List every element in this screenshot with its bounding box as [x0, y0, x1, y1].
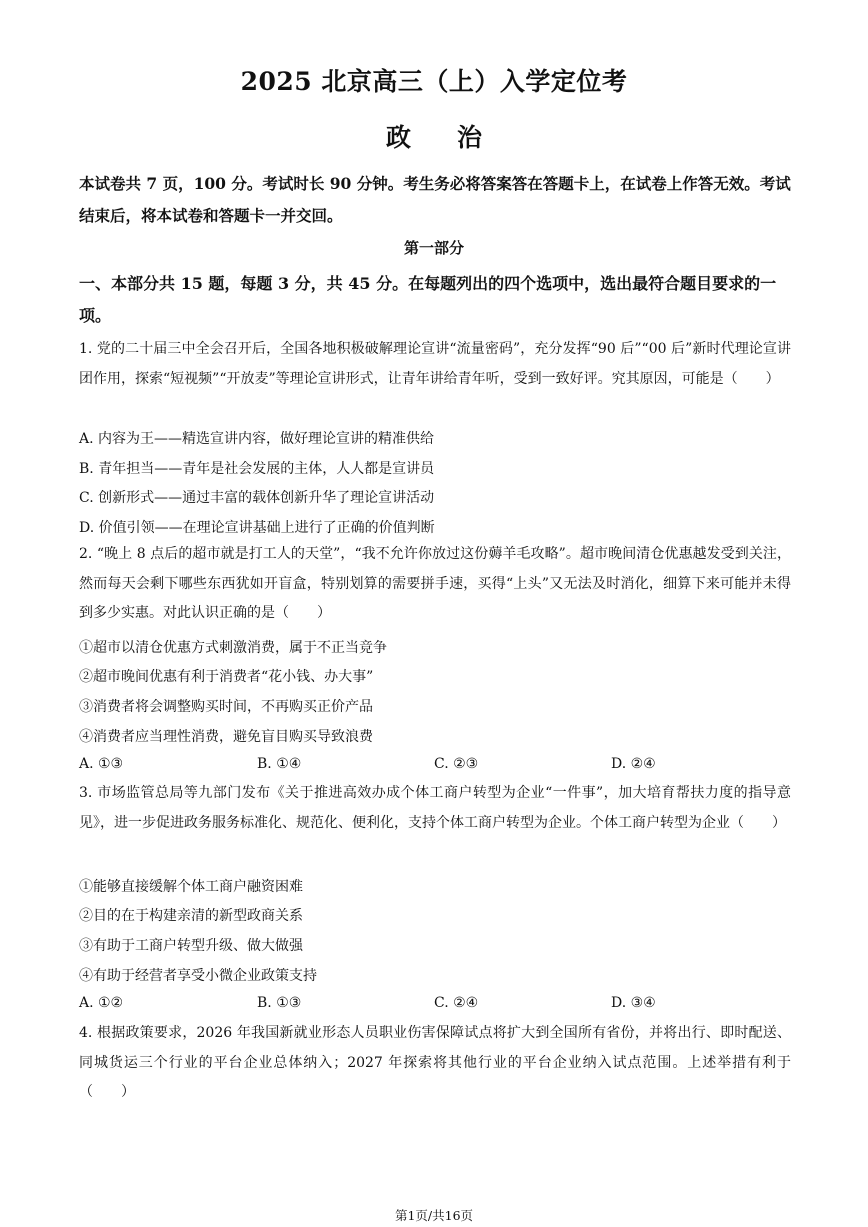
question-1-option-d: D. 价值引领——在理论宣讲基础上进行了正确的价值判断: [79, 520, 435, 536]
question-1-stem: 1. 党的二十届三中全会召开后，全国各地积极破解理论宣讲“流量密码”，充分发挥“90 后”“00 后”新时代理论宣讲团作用，探索“短视频”“开放麦”等理论宣讲形式，让青年讲给青年听，受到一致好评。究其原因，可能是（ ）: [79, 341, 791, 387]
part-title: 第一部分: [403, 239, 464, 257]
question-3-choice-a: A. ①②: [79, 995, 124, 1011]
question-2-choice-b: B. ①④: [257, 756, 302, 772]
question-2-choice-d: D. ②④: [611, 756, 656, 772]
exam-instructions: 本试卷共 7 页，100 分。考试时长 90 分钟。考生务必将答案答在答题卡上，在试卷上作答无效。考试结束后，将本试卷和答题卡一并交回。: [79, 174, 791, 225]
question-2-choice-a: A. ①③: [79, 756, 124, 772]
question-2-choices: [79, 756, 791, 776]
exam-title: 2025 北京高三（上）入学定位考: [240, 67, 628, 96]
question-1-option-a: A. 内容为王——精选宣讲内容，做好理论宣讲的精准供给: [79, 431, 435, 447]
question-1-option-b: B. 青年担当——青年是社会发展的主体，人人都是宣讲员: [79, 461, 435, 477]
question-3-statement-1: ①能够直接缓解个体工商户融资困难: [79, 879, 303, 895]
question-3-statement-3: ③有助于工商户转型升级、做大做强: [79, 938, 303, 954]
question-2-statement-2: ②超市晚间优惠有利于消费者“花小钱、办大事”: [79, 669, 374, 685]
question-3-stem: 3. 市场监管总局等九部门发布《关于推进高效办成个体工商户转型为企业“一件事”，加大培育帮扶力度的指导意见》，进一步促进政务服务标准化、规范化、便利化，支持个体工商户转型为企业。个体工商户转型为企业（ ）: [79, 785, 791, 831]
question-3-statement-2: ②目的在于构建亲清的新型政商关系: [79, 908, 303, 924]
question-2-statement-1: ①超市以清仓优惠方式刺激消费，属于不正当竞争: [79, 640, 387, 656]
question-2-statement-3: ③消费者将会调整购买时间，不再购买正价产品: [79, 699, 373, 715]
question-3-statement-4: ④有助于经营者享受小微企业政策支持: [79, 968, 317, 984]
question-2-statement-4: ④消费者应当理性消费，避免盲目购买导致浪费: [79, 729, 373, 745]
question-3-choice-b: B. ①③: [257, 995, 302, 1011]
question-3-choices: [79, 995, 791, 1015]
question-4-stem: 4. 根据政策要求，2026 年我国新就业形态人员职业伤害保障试点将扩大到全国所有省份，并将出行、即时配送、同城货运三个行业的平台企业总体纳入；2027 年探索将其他行业的平台企业纳入试点范围。上述举措有利于（ ）: [79, 1025, 791, 1101]
question-2-choice-c: C. ②③: [434, 756, 479, 772]
question-1-option-c: C. 创新形式——通过丰富的载体创新升华了理论宣讲活动: [79, 490, 435, 506]
section-title: 一、本部分共 15 题，每题 3 分，共 45 分。在每题列出的四个选项中，选出最符合题目要求的一项。: [79, 274, 777, 325]
question-3-choice-d: D. ③④: [611, 995, 656, 1011]
question-2-stem: 2. “晚上 8 点后的超市就是打工人的天堂”，“我不允许你放过这份薅羊毛攻略”。超市晚间清仓优惠越发受到关注，然而每天会剩下哪些东西犹如开盲盒，特别划算的需要拼手速，买得“上头”又无法及时消化，细算下来可能并未得到多少实惠。对此认识正确的是（ ）: [79, 546, 791, 622]
subject-title: 政治: [385, 123, 528, 152]
page-footer: 第1页/共16页: [394, 1208, 474, 1223]
question-3-choice-c: C. ②④: [434, 995, 479, 1011]
